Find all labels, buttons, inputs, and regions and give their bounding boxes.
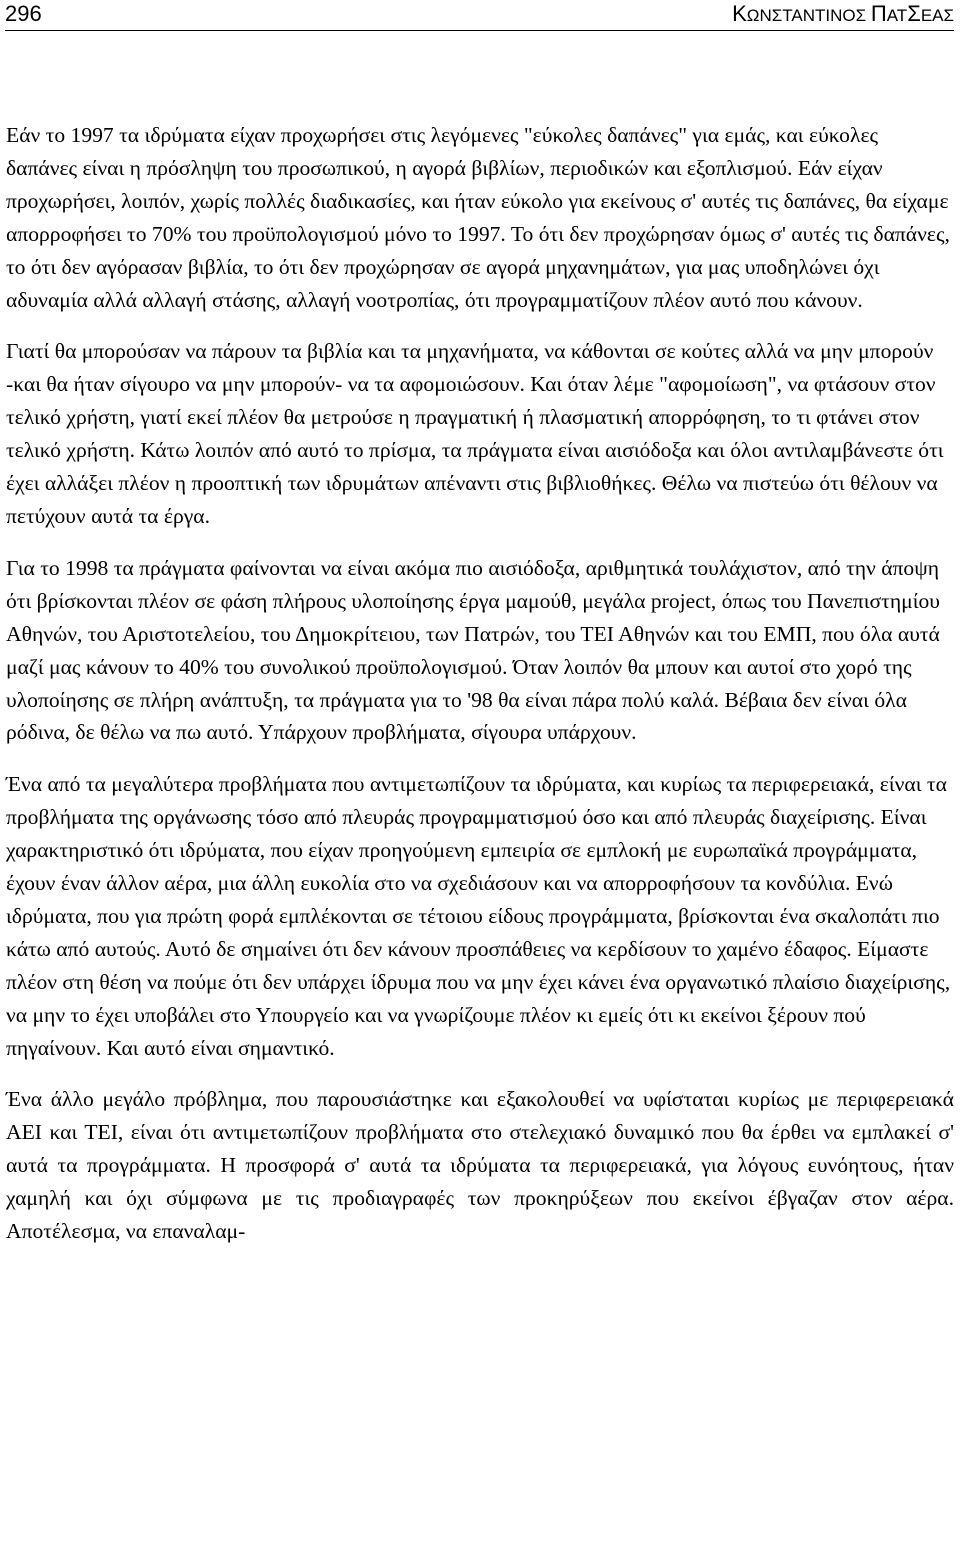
author-part: Σ: [907, 1, 921, 26]
page-header: [5, 0, 954, 31]
author-part: ΩΝΣΤΑΝΤΙΝΟΣ: [746, 6, 871, 25]
author-part: ΑΤ: [886, 6, 908, 25]
paragraph: Εάν το 1997 τα ιδρύματα είχαν προχωρήσει στις λεγόμενες "εύκολες δαπάνες" για εμάς, και εύκολες δαπάνες είναι η πρόσληψη του προσωπικού, η αγορά βιβλίων, περιοδικών και εξοπλισμού. Εάν είχαν προχωρήσει, λοιπόν, χωρίς πολλές διαδικασίες, και ήταν εύκολο για εκείνους σ' αυτές τις δαπάνες, θα είχαμε απορροφήσει το 70% του προϋπολογισμού μόνο το 1997. Το ότι δεν προχώρησαν όμως σ' αυτές τις δαπάνες, το ότι δεν αγόρασαν βιβλία, το ότι δεν προχώρησαν σε αγορά μηχανημάτων, για μας υποδηλώνει όχι αδυναμία αλλά αλλαγή στάσης, αλλαγή νοοτροπίας, ότι προγραμματίζουν πλέον αυτό που κάνουν.: [6, 123, 950, 312]
paragraph: Ένα άλλο μεγάλο πρόβλημα, που παρουσιάστηκε και εξακολουθεί να υφίσταται κυρίως με περιφερειακά ΑΕΙ και ΤΕΙ, είναι ότι αντιμετωπίζουν προβλήματα στο στελεχιακό δυναμικό που θα έρθει να εμπλακεί σ' αυτά τα προγράμματα. Η προσφορά σ' αυτά τα ιδρύματα τα περιφερειακά, για λόγους ευνόητους, ήταν χαμηλή και όχι σύμφωνα με τις προδιαγραφές των προκηρύξεων που εκείνοι έβγαζαν στον αέρα. Αποτέλεσμα, να επαναλαμ-: [6, 1087, 954, 1244]
author-part: Π: [870, 1, 887, 26]
page-number: 296: [5, 1, 42, 26]
paragraph: Γιατί θα μπορούσαν να πάρουν τα βιβλία και τα μηχανήματα, να κάθονται σε κούτες αλλά να μην μπορούν -και θα ήταν σίγουρο να μην μπορούν- να τα αφομοιώσουν. Και όταν λέμε "αφομοίωση", να φτάσουν στον τελικό χρήστη, γιατί εκεί πλέον θα μετρούσε η πραγματική ή πλασματική απορρόφηση, το τι φτάνει στον τελικό χρήστη. Κάτω λοιπόν από αυτό το πρίσμα, τα πράγματα είναι αισιόδοξα και όλοι αντιλαμβάνεστε ότι έχει αλλάξει πλέον η προοπτική των ιδρυμάτων απέναντι στις βιβλιοθήκες. Θέλω να πιστεύω ότι θέλουν να πετύχουν αυτά τα έργα.: [6, 339, 944, 528]
paragraph: Ένα από τα μεγαλύτερα προβλήματα που αντιμετωπίζουν τα ιδρύματα, και κυρίως τα περιφερειακά, είναι τα προβλήματα της οργάνωσης τόσο από πλευράς προγραμματισμού όσο και από πλευράς διαχείρισης. Είναι χαρακτηριστικό ότι ιδρύματα, που είχαν προηγούμενη εμπειρία σε εμπλοκή με ευρωπαϊκά προγράμματα, έχουν έναν άλλον αέρα, μια άλλη ευκολία στο να σχεδιάσουν και να απορροφήσουν τα κονδύλια. Ενώ ιδρύματα, που για πρώτη φορά εμπλέκονται σε τέτοιου είδους προγράμματα, βρίσκονται ένα σκαλοπάτι πιο κάτω από αυτούς. Αυτό δε σημαίνει ότι δεν κάνουν προσπάθειες να κερδίσουν το χαμένο έδαφος. Είμαστε πλέον στη θέση να πούμε ότι δεν υπάρχει ίδρυμα που να μην έχει κάνει ένα οργανωτικό πλαίσιο διαχείρισης, να μην το έχει υποβάλει στο Υπουργείο και να γνωρίζουμε πλέον κι εμείς ότι κι εκείνοι ξέρουν πού πηγαίνουν. Και αυτό είναι σημαντικό.: [6, 772, 951, 1060]
author-part: Κ: [732, 1, 747, 26]
running-head-author: [732, 1, 954, 27]
author-part: ΕΑΣ: [920, 6, 954, 25]
paragraph: Για το 1998 τα πράγματα φαίνονται να είναι ακόμα πιο αισιόδοξα, αριθμητικά τουλάχιστον, από την άποψη ότι βρίσκονται πλέον σε φάση πλήρους υλοποίησης έργα μαμούθ, μεγάλα project, όπως του Πανεπιστημίου Αθηνών, του Αριστοτελείου, του Δημοκρίτειου, των Πατρών, του ΤΕΙ Αθηνών και του ΕΜΠ, που όλα αυτά μαζί μας κάνουν το 40% του συνολικού προϋπολογισμού. Όταν λοιπόν θα μπουν και αυτοί στο χορό της υλοποίησης σε πλήρη ανάπτυξη, τα πράγματα για το '98 θα είναι πάρα πολύ καλά. Βέβαια δεν είναι όλα ρόδινα, δε θέλω να πω αυτό. Υπάρχουν προβλήματα, σίγουρα υπάρχουν.: [6, 555, 940, 745]
body-text: [6, 119, 954, 1248]
